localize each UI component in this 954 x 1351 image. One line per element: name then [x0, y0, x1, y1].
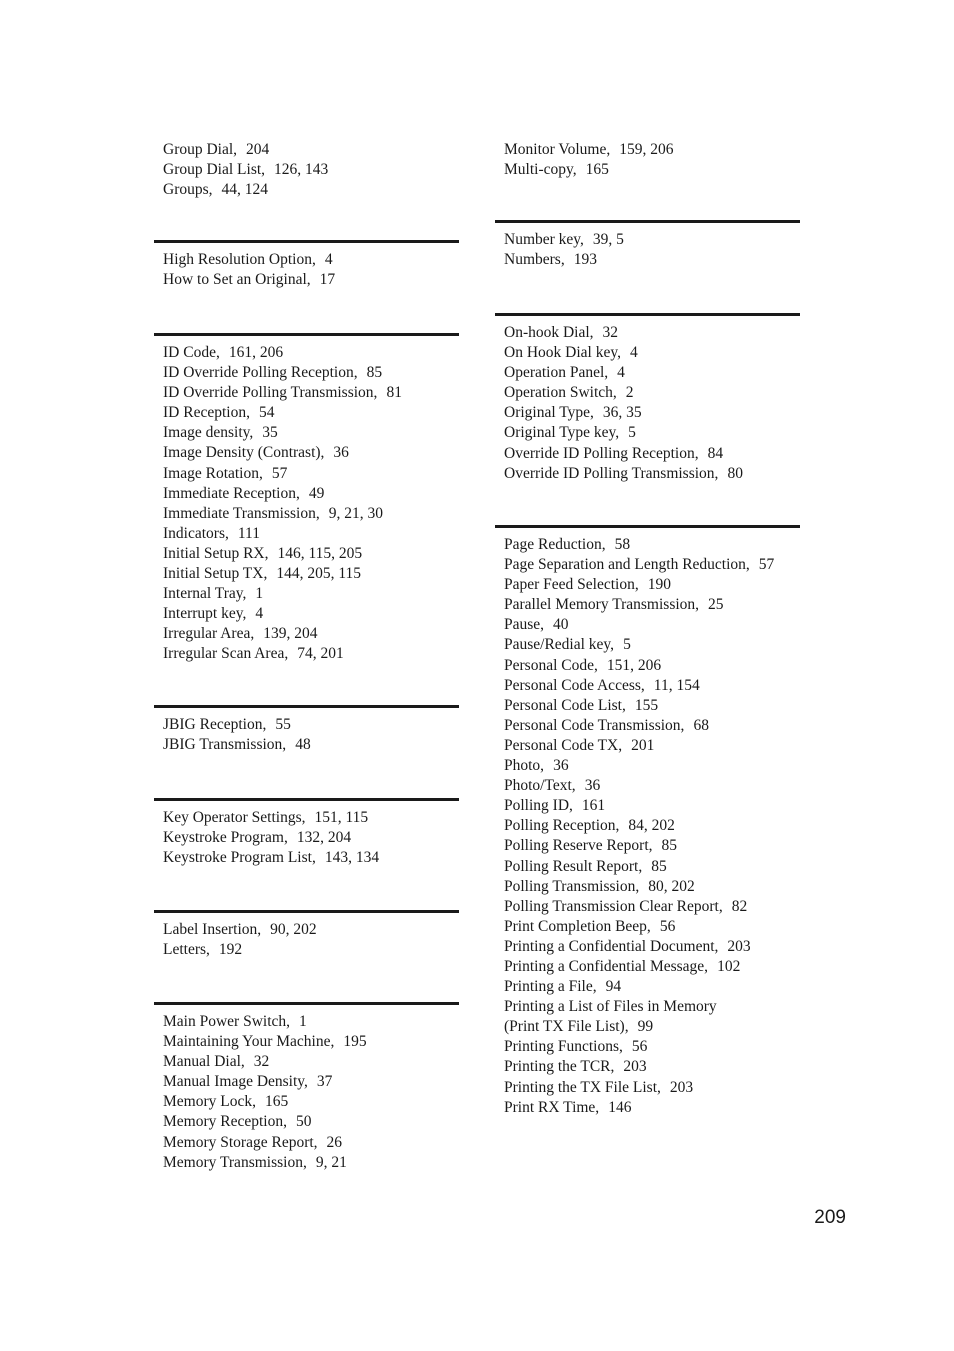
index-term: Printing the TCR, [504, 1058, 615, 1076]
index-letter-group [154, 798, 459, 868]
index-page-refs: 159, 206 [619, 141, 674, 158]
index-entry-list [154, 1005, 459, 1173]
index-term: Page Separation and Length Reduction, [504, 556, 750, 574]
index-page-refs: 9, 21, 30 [328, 504, 383, 522]
index-entry [163, 343, 459, 363]
index-entry [163, 403, 459, 423]
index-term: Original Type, [504, 404, 594, 422]
index-page-refs: 48 [295, 736, 311, 754]
index-entry [163, 1012, 459, 1032]
index-page-refs: 57 [271, 464, 288, 482]
index-page-refs: 44, 124 [221, 181, 269, 199]
index-term: On Hook Dial key, [504, 344, 621, 362]
index-entry [504, 383, 800, 403]
index-page-refs: 85 [366, 364, 383, 382]
index-entry [504, 877, 800, 897]
index-entry [504, 1078, 800, 1098]
index-page-refs: 4 [617, 364, 625, 382]
index-term: Photo, [504, 757, 545, 775]
index-term: JBIG Reception, [163, 716, 267, 733]
index-entry [163, 604, 459, 624]
index-term: Manual Image Density, [163, 1073, 308, 1091]
index-entry [163, 735, 459, 755]
index-page-refs: 54 [258, 404, 275, 422]
index-entry [163, 1112, 459, 1132]
index-term: Memory Lock, [163, 1093, 256, 1111]
index-entry-list [154, 913, 459, 960]
index-term: Label Insertion, [163, 921, 262, 938]
index-entry-list [154, 243, 459, 290]
index-letter-group [495, 220, 800, 270]
index-page-refs: 126, 143 [274, 161, 329, 179]
index-term: Memory Transmission, [163, 1153, 307, 1171]
index-entry [163, 584, 459, 604]
index-page-refs: 32 [602, 324, 619, 341]
index-term: Image Density (Contrast), [163, 444, 325, 462]
index-page-refs: 203 [623, 1058, 647, 1076]
index-page-refs: 85 [651, 857, 667, 875]
index-entry [504, 676, 800, 696]
index-entry [504, 1098, 800, 1118]
index-term: Printing a Confidential Message, [504, 957, 709, 975]
index-entry [504, 917, 800, 937]
index-term: How to Set an Original, [163, 271, 311, 289]
index-term: Initial Setup TX, [163, 565, 268, 583]
index-page-refs: 49 [308, 484, 325, 502]
index-entry [504, 977, 800, 997]
index-entry [504, 230, 800, 250]
index-term: Printing Functions, [504, 1038, 623, 1056]
index-page-refs: 192 [218, 941, 243, 959]
index-entry-list [495, 528, 800, 1118]
index-entry [504, 595, 800, 615]
index-page-refs: 146 [608, 1098, 632, 1116]
index-page-refs: 36, 35 [602, 404, 642, 422]
index-entry [504, 957, 800, 977]
index-term: Indicators, [163, 524, 229, 542]
index-entry [163, 848, 459, 868]
index-term: High Resolution Option, [163, 251, 316, 268]
index-page-refs: 161, 206 [228, 344, 284, 361]
index-page-refs: 85 [661, 837, 678, 855]
index-entry [163, 1153, 459, 1173]
index-entry [163, 920, 459, 940]
index-term: On-hook Dial, [504, 324, 594, 341]
index-entry [163, 464, 459, 484]
index-entry [504, 1057, 800, 1077]
index-entry-list [495, 316, 800, 484]
index-letter-group [154, 910, 459, 960]
index-term: Polling Transmission, [504, 877, 640, 895]
index-letter-group [154, 140, 459, 200]
index-entry [504, 796, 800, 816]
index-term: Image density, [163, 424, 254, 442]
index-term: ID Override Polling Transmission, [163, 384, 378, 402]
index-page-refs: 9, 21 [315, 1153, 347, 1171]
index-page-refs: 81 [386, 384, 402, 402]
index-term: Pause/Redial key, [504, 636, 615, 654]
index-term: Operation Switch, [504, 384, 617, 402]
index-page-refs: 56 [659, 917, 676, 935]
index-page-refs: 2 [625, 384, 634, 402]
index-entry [163, 1072, 459, 1092]
index-term: Interrupt key, [163, 605, 247, 623]
index-page-refs: 90, 202 [270, 921, 317, 938]
index-term: Personal Code Transmission, [504, 716, 685, 734]
index-page-refs: 5 [623, 636, 631, 654]
index-entry [163, 504, 459, 524]
index-page-refs: 99 [637, 1018, 654, 1036]
index-page-refs: 155 [634, 696, 659, 714]
index-entry [163, 1133, 459, 1153]
index-entry [504, 160, 800, 180]
index-term: Immediate Transmission, [163, 504, 320, 522]
index-term: Polling Transmission Clear Report, [504, 897, 723, 915]
index-term: Main Power Switch, [163, 1013, 291, 1030]
index-term: Keystroke Program List, [163, 849, 316, 867]
index-page-refs: 195 [343, 1033, 367, 1051]
index-page-refs: 35 [262, 424, 278, 442]
index-entry [163, 383, 459, 403]
index-entry [163, 524, 459, 544]
index-letter-group [495, 140, 800, 180]
index-letter-group [495, 313, 800, 484]
index-term: Irregular Scan Area, [163, 645, 289, 663]
index-term: Groups, [163, 181, 213, 199]
index-term: Printing the TX File List, [504, 1078, 661, 1096]
index-entry [504, 555, 800, 575]
index-term: ID Reception, [163, 404, 250, 422]
index-term: Number key, [504, 231, 584, 248]
index-page-refs: 139, 204 [263, 625, 318, 643]
index-term: Memory Reception, [163, 1113, 287, 1131]
index-page-refs: 80, 202 [648, 877, 695, 895]
index-entry [504, 736, 800, 756]
index-term: ID Override Polling Reception, [163, 364, 358, 382]
index-page-refs: 102 [717, 957, 741, 975]
index-entry [163, 423, 459, 443]
index-term: Maintaining Your Machine, [163, 1033, 335, 1051]
index-entry [163, 1032, 459, 1052]
index-entry [504, 997, 800, 1017]
index-entry-list [495, 140, 800, 180]
index-page-refs: 111 [237, 524, 260, 542]
index-term: Polling Reception, [504, 817, 620, 835]
index-entry-list [154, 801, 459, 868]
index-entry [163, 1092, 459, 1112]
index-term: Operation Panel, [504, 364, 609, 382]
index-term: Key Operator Settings, [163, 809, 306, 826]
index-entry [163, 270, 459, 290]
index-entry [163, 828, 459, 848]
index-entry [504, 343, 800, 363]
index-page-refs: 74, 201 [297, 645, 344, 663]
index-page-refs: 25 [708, 596, 724, 614]
index-page-refs: 84, 202 [628, 817, 675, 835]
index-term: Immediate Reception, [163, 484, 300, 502]
index-term: Personal Code, [504, 656, 598, 674]
index-page-refs: 151, 115 [314, 809, 369, 826]
index-entry [163, 940, 459, 960]
index-page-refs: 36 [553, 757, 569, 775]
index-entry [504, 716, 800, 736]
index-term: Monitor Volume, [504, 141, 611, 158]
index-entry [504, 1017, 800, 1037]
index-entry [163, 715, 459, 735]
index-term: Group Dial List, [163, 161, 266, 179]
index-term: Initial Setup RX, [163, 544, 269, 562]
index-page-refs: 5 [628, 424, 636, 442]
index-page-refs: 36 [584, 777, 601, 795]
index-term: Photo/Text, [504, 777, 576, 795]
index-term: Printing a Confidential Document, [504, 937, 719, 955]
index-entry [504, 423, 800, 443]
index-entry [504, 140, 800, 160]
index-page-refs: 204 [246, 141, 270, 158]
index-letter-group [154, 240, 459, 290]
index-page-refs: 132, 204 [296, 829, 352, 847]
index-entry [504, 937, 800, 957]
index-page-refs: 80 [727, 464, 743, 482]
index-term: Multi-copy, [504, 161, 577, 179]
index-entry [163, 544, 459, 564]
index-entry [504, 756, 800, 776]
index-entry [504, 363, 800, 383]
index-letter-group [154, 1002, 459, 1173]
index-entry-list [154, 336, 459, 665]
index-term: Paper Feed Selection, [504, 576, 639, 594]
index-entry [163, 250, 459, 270]
index-page-refs: 4 [629, 344, 638, 362]
index-page-refs: 203 [727, 937, 751, 955]
index-page-refs: 1 [299, 1013, 307, 1030]
index-entry [163, 363, 459, 383]
index-page-refs: 68 [693, 716, 709, 734]
index-term: Group Dial, [163, 141, 238, 158]
index-term: Personal Code TX, [504, 736, 623, 754]
index-page-refs: 26 [326, 1133, 343, 1151]
index-term: Printing a File, [504, 978, 597, 996]
index-entry [163, 443, 459, 463]
index-entry [163, 1052, 459, 1072]
index-entry [504, 250, 800, 270]
index-entry [163, 624, 459, 644]
index-page-refs: 165 [585, 161, 609, 179]
index-entry [504, 615, 800, 635]
index-page-refs: 161 [581, 797, 606, 815]
index-page-refs: 17 [319, 271, 336, 289]
index-page-refs: 55 [275, 716, 291, 733]
index-page-refs: 193 [573, 251, 597, 269]
index-page-refs: 143, 134 [324, 849, 380, 867]
index-page-refs: 190 [647, 576, 671, 594]
index-entry [504, 444, 800, 464]
index-page-refs: 203 [669, 1078, 694, 1096]
index-entry [504, 696, 800, 716]
index-page-refs: 1 [255, 585, 264, 603]
index-entry [504, 403, 800, 423]
index-term: Printing a List of Files in Memory [504, 998, 717, 1016]
index-entry [504, 816, 800, 836]
index-term: Keystroke Program, [163, 829, 288, 847]
index-entry-list [495, 223, 800, 270]
index-entry [504, 535, 800, 555]
index-term: JBIG Transmission, [163, 736, 287, 754]
index-entry [504, 575, 800, 595]
index-term: Page Reduction, [504, 536, 606, 553]
index-term: Parallel Memory Transmission, [504, 596, 700, 614]
index-page-refs: 58 [614, 536, 631, 553]
index-page-refs: 165 [264, 1093, 289, 1111]
index-term: Irregular Area, [163, 625, 255, 643]
index-term: Override ID Polling Transmission, [504, 464, 719, 482]
index-term: Print Completion Beep, [504, 917, 651, 935]
index-term: Letters, [163, 941, 210, 959]
index-letter-group [495, 525, 800, 1118]
index-page-refs: 39, 5 [592, 231, 624, 248]
index-entry [504, 897, 800, 917]
index-entry [504, 1037, 800, 1057]
index-term: (Print TX File List), [504, 1018, 629, 1036]
index-term: Internal Tray, [163, 585, 247, 603]
index-term: ID Code, [163, 344, 220, 361]
index-entry [163, 140, 459, 160]
index-entry [163, 160, 459, 180]
index-page-refs: 4 [255, 605, 264, 623]
index-entry [504, 857, 800, 877]
index-entry [163, 564, 459, 584]
index-entry [504, 836, 800, 856]
index-page-refs: 201 [631, 736, 655, 754]
index-page-refs: 4 [324, 251, 333, 268]
index-entry [163, 808, 459, 828]
index-term: Manual Dial, [163, 1053, 245, 1071]
index-page-refs: 57 [758, 556, 775, 574]
index-entry [163, 644, 459, 664]
index-entry [504, 635, 800, 655]
page-number: 209 [814, 1207, 846, 1228]
index-page-refs: 36 [333, 444, 349, 462]
index-term: Polling Result Report, [504, 857, 643, 875]
index-page-refs: 151, 206 [606, 656, 662, 674]
index-term: Print RX Time, [504, 1098, 600, 1116]
index-term: Numbers, [504, 251, 565, 269]
index-term: Override ID Polling Reception, [504, 444, 699, 462]
index-page-refs: 82 [731, 897, 748, 915]
index-entry [504, 323, 800, 343]
index-page-refs: 84 [707, 444, 724, 462]
index-term: Pause, [504, 616, 545, 634]
index-term: Original Type key, [504, 424, 620, 442]
index-term: Polling ID, [504, 797, 573, 815]
index-term: Personal Code List, [504, 696, 626, 714]
index-entry [163, 180, 459, 200]
index-page-refs: 56 [631, 1038, 648, 1056]
index-entry-list [154, 708, 459, 755]
index-page-refs: 144, 205, 115 [276, 565, 362, 583]
index-entry [163, 484, 459, 504]
index-page-refs: 50 [295, 1113, 312, 1131]
index-entry [504, 776, 800, 796]
index-entry-list [154, 140, 459, 200]
index-letter-group [154, 333, 459, 665]
index-page-refs: 40 [553, 616, 569, 634]
index-page-refs: 32 [253, 1053, 270, 1071]
index-term: Image Rotation, [163, 464, 263, 482]
index-term: Polling Reserve Report, [504, 837, 653, 855]
index-page-refs: 37 [316, 1073, 333, 1091]
index-page-refs: 11, 154 [653, 676, 700, 694]
index-page-refs: 146, 115, 205 [277, 544, 363, 562]
index-term: Personal Code Access, [504, 676, 645, 694]
index-page-refs: 94 [605, 978, 622, 996]
index-letter-group [154, 705, 459, 755]
index-term: Memory Storage Report, [163, 1133, 318, 1151]
index-entry [504, 464, 800, 484]
index-entry [504, 656, 800, 676]
